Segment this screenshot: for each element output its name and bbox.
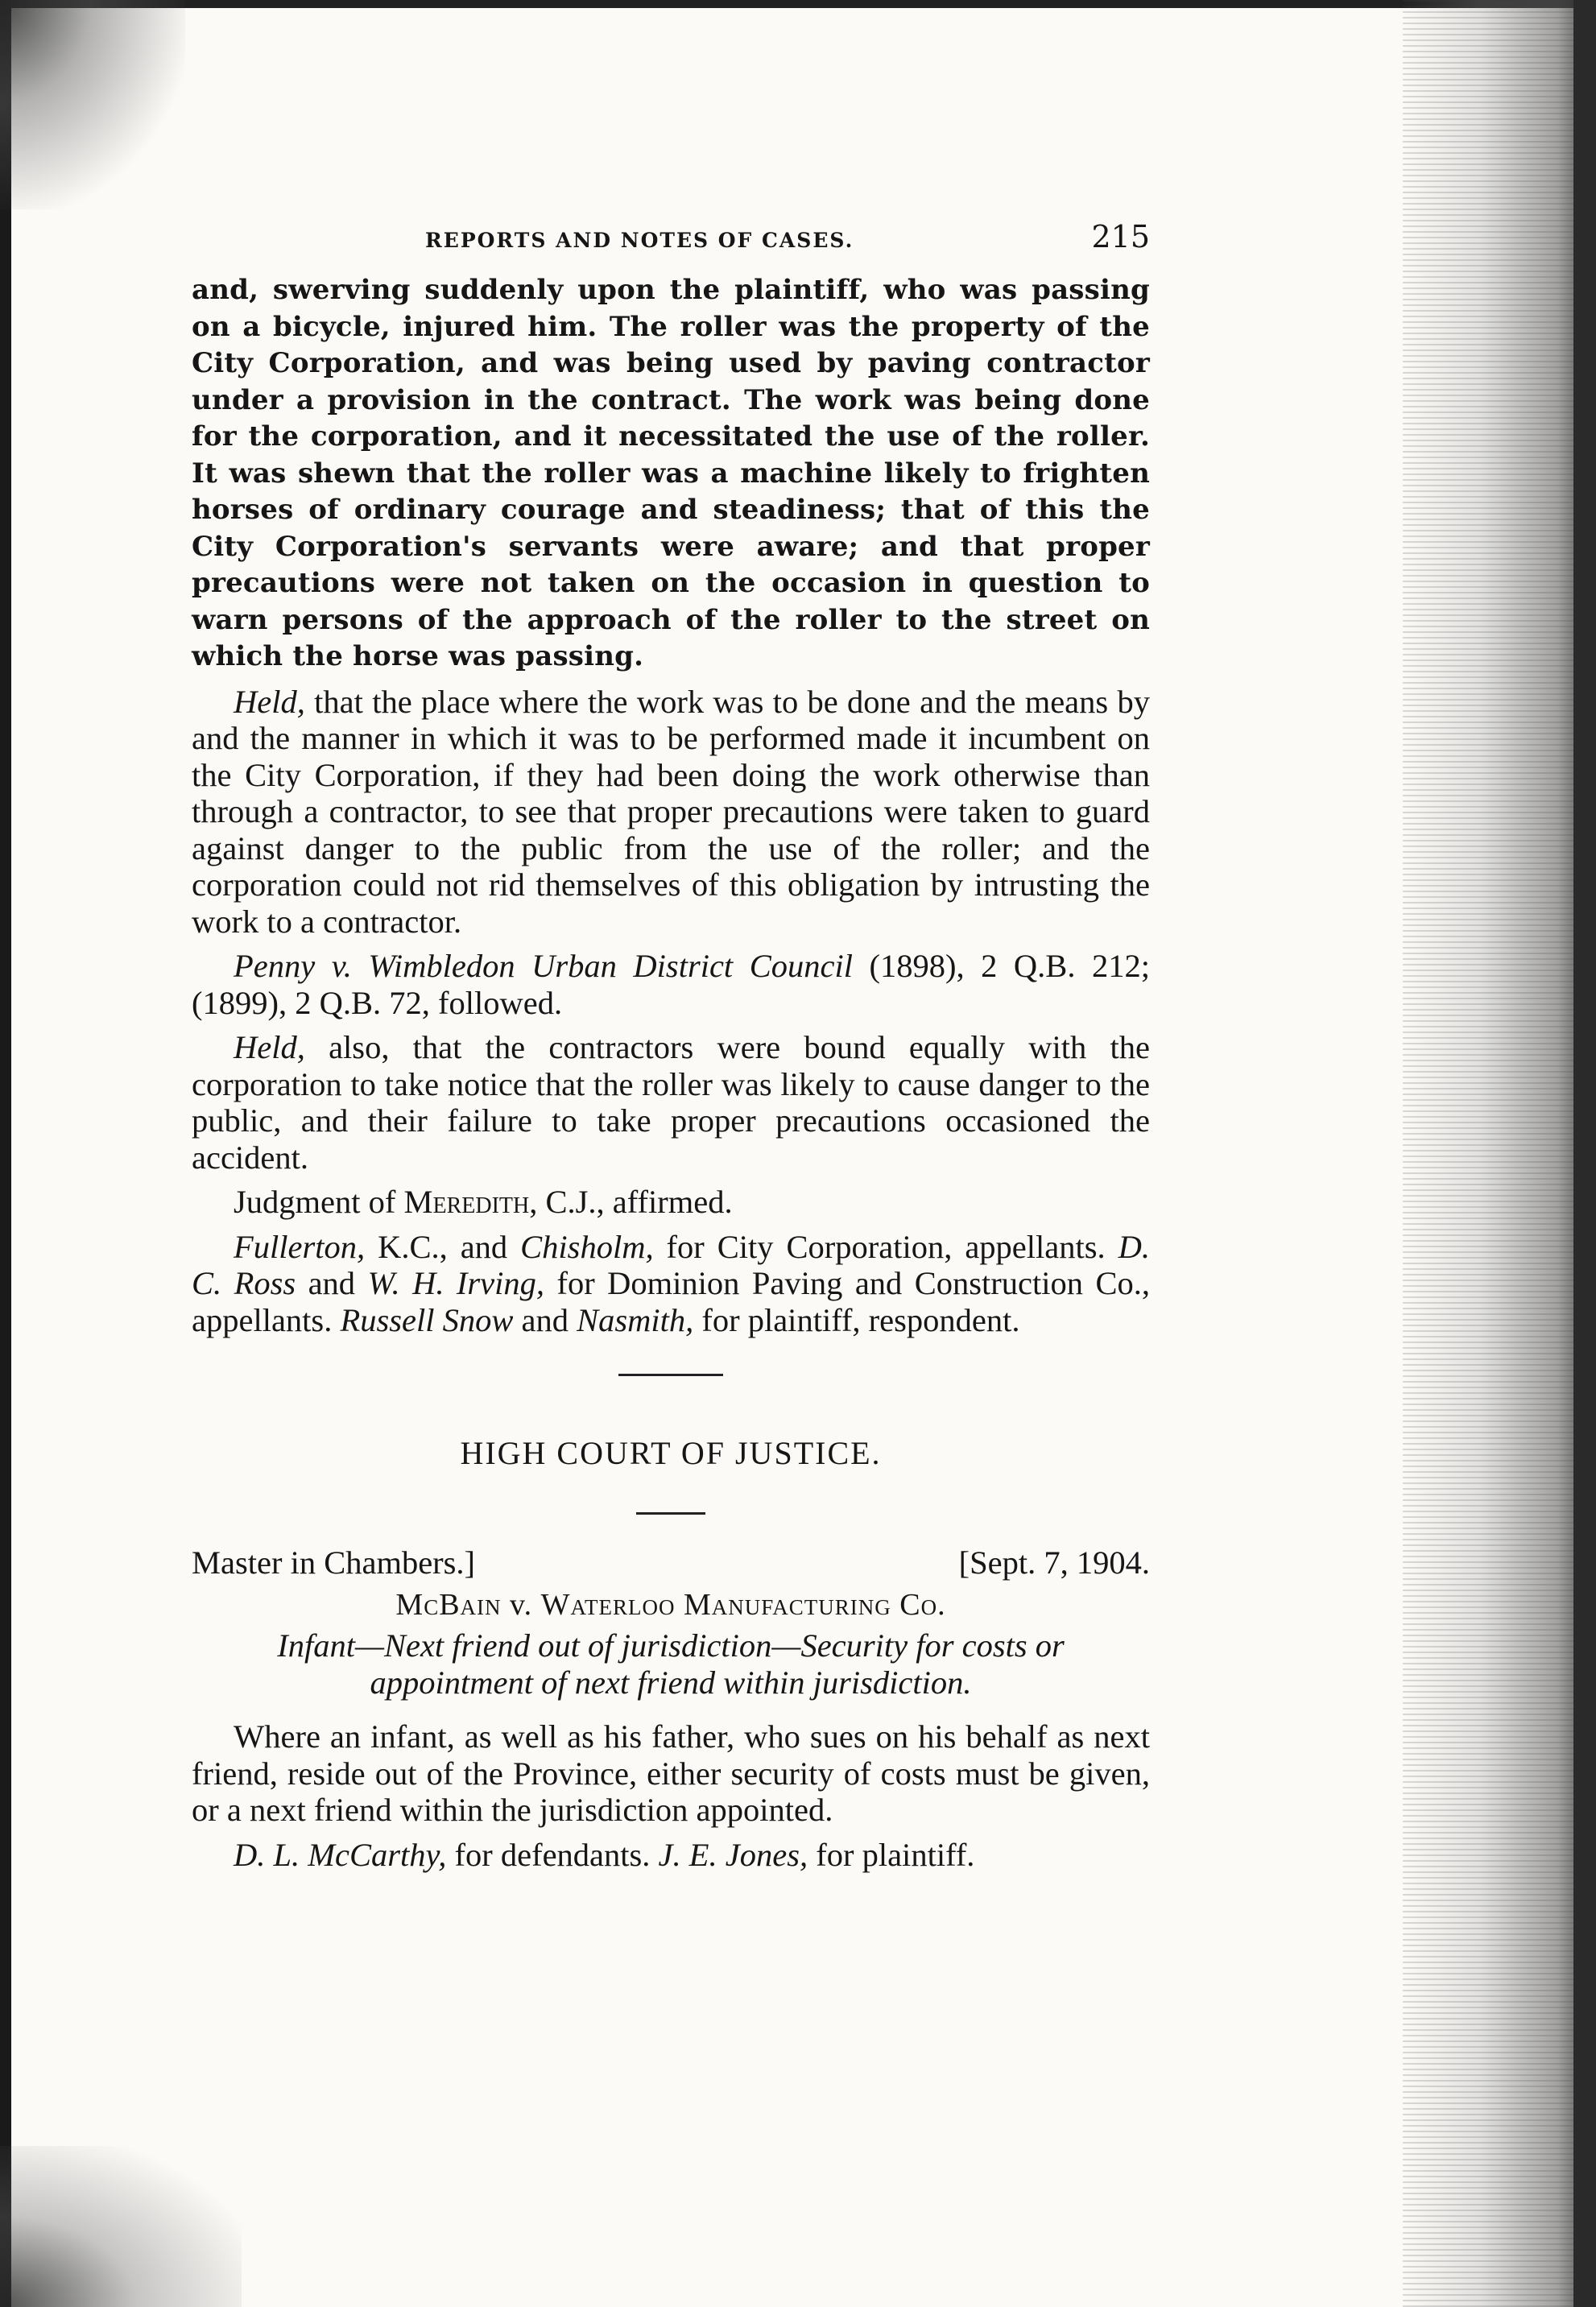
court-name: Master in Chambers.] <box>192 1544 476 1581</box>
counsel-text: for defendants. <box>446 1836 659 1873</box>
decision-date: [Sept. 7, 1904. <box>958 1544 1150 1581</box>
final-counsel-paragraph <box>192 1837 1150 1874</box>
citation-paragraph <box>192 948 1150 1021</box>
counsel-name: Nasmith, <box>577 1301 694 1338</box>
page-content <box>192 217 1150 1873</box>
counsel-name: J. E. Jones, <box>658 1836 808 1873</box>
held-text: that the place where the work was to be done and the means by and the manner in which it was to be performed made it incumbent on the City Corporation, if they had been doing the work otherwise than through a contractor, to see that proper precautions were taken to guard against danger to the public from the use of the roller; and the corporation could not rid themselves of this obligation by intrusting the work to a contractor. <box>192 683 1150 940</box>
counsel-paragraph <box>192 1229 1150 1339</box>
counsel-name: Russell Snow <box>340 1301 514 1338</box>
defendant-name: Waterloo Manufacturing Co. <box>540 1588 946 1622</box>
citation-text: (1898), 2 Q.B. 212; (1899), 2 Q.B. 72, followed. <box>192 948 1150 1021</box>
counsel-text: for plaintiff, respondent. <box>693 1301 1020 1338</box>
held-text: also, that the contractors were bound equally with the corporation to take notice that the roller was likely to cause danger to the public, and their failure to take proper precautions occasioned the accident. <box>192 1029 1150 1176</box>
counsel-name: D. C. Ross <box>192 1228 1150 1301</box>
plaintiff-name: McBain <box>395 1588 502 1622</box>
running-title: REPORTS AND NOTES OF CASES. <box>425 229 854 252</box>
counsel-name: Fullerton, <box>234 1228 366 1265</box>
counsel-text: for Dominion Paving and Construction Co., appellants. <box>192 1265 1150 1338</box>
headnote-facts: and, swerving suddenly upon the plaintiff, who was passing on a bicycle, injured him. The roller was the property of the City Corporation, and was being used by paving contractor under a provision in the contract. The work was being done for the corporation, and it necessitated the use of the roller. It was shewn that the roller was a machine likely to frighten horses of ordinary courage and steadiness; that of this the City Corporation's servants were aware; and that proper precautions were not taken on the occasion in question to warn persons of the approach of the roller to the street on which the horse was passing. <box>192 274 1150 672</box>
catchwords: Infant—Next friend out of jurisdiction—Security for costs or appointment of next friend within jurisdiction. <box>277 1627 1065 1701</box>
judge-name: Meredith <box>403 1184 530 1220</box>
counsel-name: Chisholm, <box>520 1228 654 1265</box>
held-paragraph-1 <box>192 684 1150 941</box>
court-heading: HIGH COURT OF JUSTICE. <box>460 1435 882 1471</box>
section-divider <box>618 1374 723 1376</box>
scan-edge-top <box>0 0 1596 8</box>
held-label: Held, <box>234 1029 305 1065</box>
counsel-text: and <box>513 1301 577 1338</box>
counsel-text: K.C., and <box>365 1228 521 1265</box>
scan-shadow-top-left <box>0 0 185 209</box>
page-number: 215 <box>1091 219 1150 254</box>
versus: v. <box>501 1588 541 1622</box>
cited-case-name: Penny v. Wimbledon Urban District Council <box>234 948 853 984</box>
running-head <box>192 217 1150 266</box>
scan-edge-left <box>0 0 11 2307</box>
scan-edge-right <box>1403 0 1596 2307</box>
judgment-suffix: , C.J., affirmed. <box>529 1184 733 1220</box>
counsel-name: W. H. Irving, <box>367 1265 545 1301</box>
scan-edge-right-strip <box>1573 0 1596 2307</box>
judgment-line <box>192 1184 1150 1221</box>
scan-shadow-bottom-left <box>0 2146 242 2307</box>
held-paragraph-2 <box>192 1029 1150 1176</box>
court-divider <box>636 1512 705 1515</box>
counsel-text: and <box>296 1265 368 1301</box>
held-label: Held, <box>234 683 305 720</box>
counsel-name: D. L. McCarthy, <box>234 1836 447 1873</box>
court-row <box>192 1544 1150 1582</box>
judgment-prefix: Judgment of <box>234 1184 404 1220</box>
holding-paragraph: Where an infant, as well as his father, who sues on his behalf as next friend, reside out of the Province, either security of costs must be given, or a next friend within the jurisdiction appointed. <box>192 1718 1150 1828</box>
counsel-text: for City Corporation, appellants. <box>653 1228 1118 1265</box>
case-title <box>192 1587 1150 1623</box>
counsel-text: for plaintiff. <box>808 1836 975 1873</box>
